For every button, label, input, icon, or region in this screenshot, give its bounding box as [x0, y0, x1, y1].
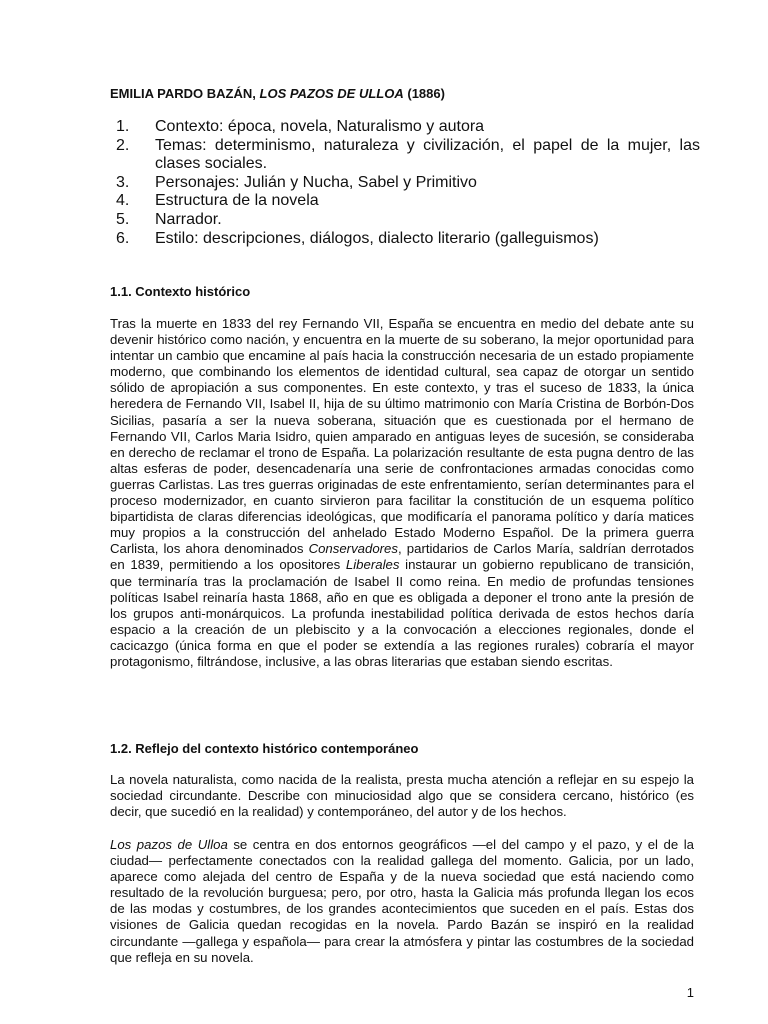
paragraph-pazos-de-ulloa [110, 837, 694, 966]
document-title [110, 86, 445, 101]
outline-item-text: Narrador. [155, 210, 222, 228]
outline-item-text: Contexto: época, novela, Naturalismo y autora [155, 118, 485, 135]
term-conservadores: Conservadores [308, 541, 398, 557]
term-liberales: Liberales [345, 557, 400, 573]
outline-item-text: Temas: determinismo, naturaleza y civilización, el papel de la mujer, las clases sociales. [155, 136, 700, 173]
outline-item-text: Personajes: Julián y Nucha, Sabel y Primitivo [155, 173, 477, 191]
outline-list [116, 118, 700, 248]
outline-item [116, 211, 700, 230]
outline-item [116, 230, 700, 249]
paragraph-text: se centra en dos entornos geográficos —el del campo y el pazo, y el de la ciudad— perfectamente conectados con la realidad gallega del momento. Galicia, por un lado, aparece como alejada del centro de España y de la nueva sociedad que está naciendo como resultado de la revolución burguesa; pero, por otro, hasta la Galicia más profunda llegan los ecos de las modas y costumbres, de los grandes acontecimientos que suceden en el país. Estas dos visiones de Galicia quedan recogidas en la novela. Pardo Bazán se inspiró en la realidad circundante —gallega y española— para crear la atmósfera y pintar las costumbres de la sociedad que refleja en su novela. [110, 837, 694, 965]
section-heading-reflection: 1.2. Reflejo del contexto histórico contemporáneo [110, 741, 419, 756]
outline-item-number: 6. [116, 229, 130, 247]
outline-item [116, 174, 700, 193]
section-heading-context: 1.1. Contexto histórico [110, 284, 251, 299]
outline-item [116, 137, 700, 174]
outline-item-number: 4. [116, 192, 130, 210]
outline-item-number: 1. [116, 118, 130, 135]
paragraph-text: Tras la muerte en 1833 del rey Fernando VII, España se encuentra en medio del debate ante su devenir histórico como nación, y encuentra en la muerte de su soberano, la mejor oportunidad para intentar un cambio que encamine al país hacia la construcción necesaria de un estado propiamente moderno, que combinando los elementos de identidad cultural, sea capaz de otorgar un sentido sólido de apropiación a sus componentes. En este contexto, y tras el suceso de 1833, la única heredera de Fernando VII, Isabel II, hija de su último matrimonio con María Cristina de Borbón-Dos Sicilias, pasaría a ser la nueva soberana, situación que es cuestionada por el hermano de Fernando VII, Carlos Maria Isidro, quien amparado en antiguas leyes de sucesión, se consideraba en derecho de reclamar el trono de España. La polarización resultante de esta pugna dentro de las altas esferas de poder, desencadenaría una serie de confrontaciones armadas conocidas como guerras Carlistas. Las tres guerras originadas de este enfrentamiento, serían determinantes para el proceso modernizador, en cuanto sirvieron para facilitar la constitución de un esquema político bipartidista de claras diferencias ideológicas, que modificaría el panorama político y daría matices muy propios a la construcción del anhelado Estado Moderno Español. De la primera guerra Carlista, los ahora denominados [110, 316, 694, 557]
title-author: EMILIA PARDO BAZÁN, [110, 86, 256, 101]
outline-item-text: Estructura de la novela [155, 192, 319, 210]
outline-item-number: 2. [116, 136, 130, 154]
outline-item-number: 5. [116, 210, 130, 228]
novel-title: Los pazos de Ulloa [110, 837, 228, 852]
title-work: LOS PAZOS DE ULLOA [259, 86, 404, 101]
outline-item-text: Estilo: descripciones, diálogos, dialecto literario (galleguismos) [155, 229, 599, 247]
outline-item [116, 118, 700, 137]
outline-item [116, 192, 700, 211]
page-number: 1 [686, 985, 694, 1000]
paragraph-historical-context [110, 316, 694, 670]
paragraph-naturalist-novel: La novela naturalista, como nacida de la realista, presta mucha atención a reflejar en su espejo la sociedad circundante. Describe con minuciosidad algo que se considera cercano, histórico (es decir, que sucedió en la realidad) y contemporáneo, del autor y de los hechos. [110, 772, 694, 820]
outline-item-number: 3. [116, 173, 130, 191]
paragraph-text: instaurar un gobierno republicano de transición, que terminaría tras la proclamación de Isabel II como reina. En medio de profundas tensiones políticas Isabel reinaría hasta 1868, año en que es obligada a deponer el trono ante la presión de los grupos anti-monárquicos. La profunda inestabilidad política derivada de estos hechos daría espacio a la creación de un plebiscito y a la convocación a elecciones regionales, donde el cacicazgo (única forma en que el poder se extendía a las regiones rurales) cobraría el mayor protagonismo, filtrándose, inclusive, a las obras literarias que estaban siendo escritas. [110, 557, 694, 669]
paragraph-text: , partidarios de Carlos María, saldrían derrotados en 1839, permitiendo a los opositores [110, 541, 694, 573]
title-year: (1886) [407, 86, 445, 101]
